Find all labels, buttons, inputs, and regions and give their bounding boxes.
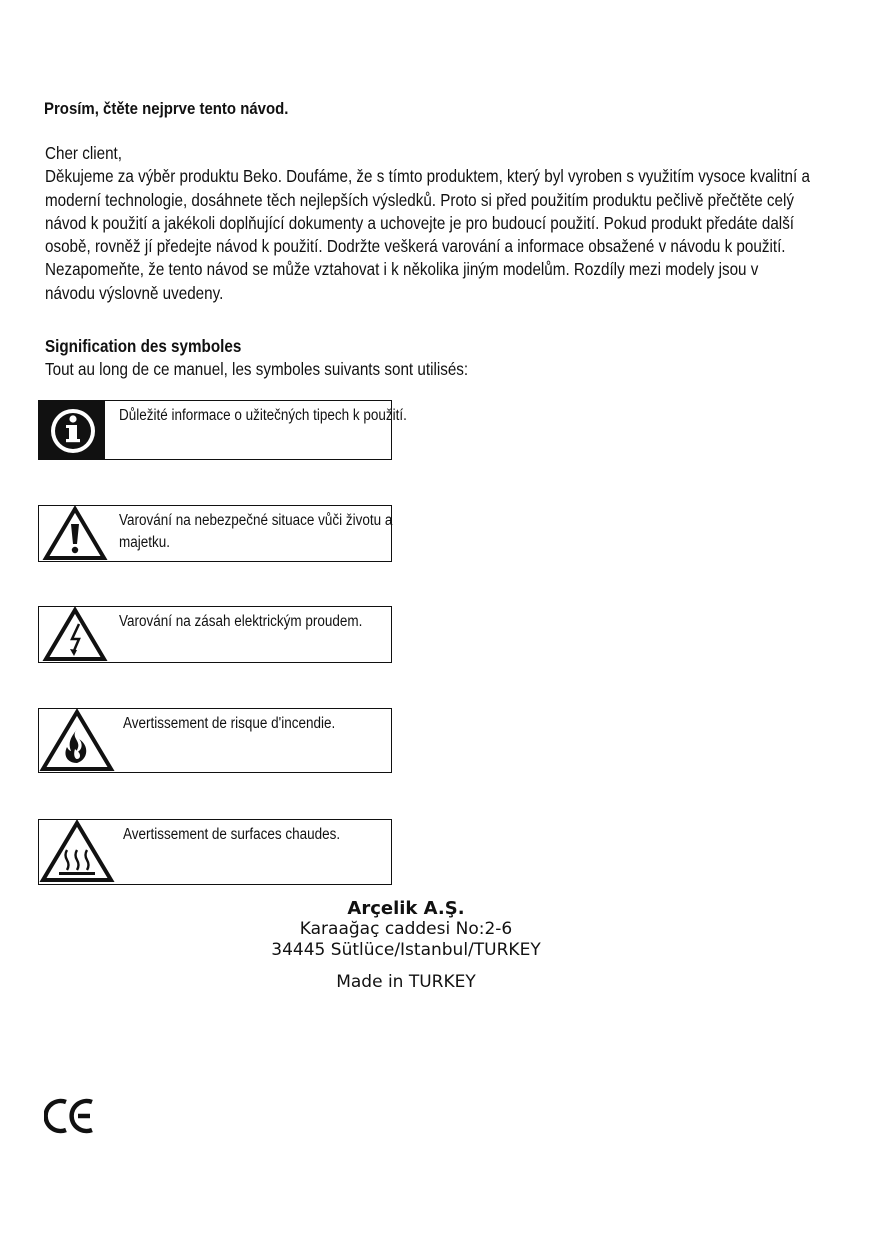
symbol-row-electric	[38, 606, 392, 663]
fire-icon	[39, 709, 115, 773]
symbols-section-title: Signification des symboles	[45, 336, 242, 356]
symbol-text-fire: Avertissement de risque d'incendie.	[123, 715, 336, 732]
symbol-text-electric: Varování na zásah elektrickým proudem.	[119, 613, 363, 630]
intro-text	[45, 142, 811, 305]
symbol-row-info	[38, 400, 407, 460]
electric-shock-icon	[39, 607, 111, 663]
address-street: Karaağaç caddesi No:2-6	[299, 919, 513, 939]
made-in-label: Made in TURKEY	[336, 972, 476, 992]
page-heading: Prosím, čtěte nejprve tento návod.	[44, 99, 289, 118]
symbol-row-fire	[38, 708, 392, 773]
company-name: Arçelik A.Ş.	[347, 898, 465, 919]
symbol-row-hot-surface	[38, 819, 392, 885]
hot-surface-icon	[39, 820, 115, 884]
symbols-section-intro: Tout au long de ce manuel, les symboles suivants sont utilisés:	[45, 359, 469, 379]
ce-mark-icon	[44, 1096, 98, 1136]
manufacturer-address	[236, 898, 576, 993]
info-icon	[39, 401, 105, 459]
symbol-text-warning: Varování na nebezpečné situace vůči životu a majetku.	[119, 512, 393, 551]
address-city: 34445 Sütlüce/Istanbul/TURKEY	[271, 940, 541, 960]
intro-paragraph-models: Nezapomeňte, že tento návod se může vztahovat i k několika jiným modelům. Rozdíly mezi modely jsou v návodu výslovně uvedeny.	[45, 259, 759, 303]
greeting: Cher client,	[45, 143, 123, 163]
intro-paragraph: Děkujeme za výběr produktu Beko. Doufáme, že s tímto produktem, který byl vyroben s využitím vysoce kvalitní a moderní technologie, dosáhnete těch nejlepších výsledků. Proto si před použitím produktu pečlivě přečtěte celý návod k použití a jakékoli doplňující dokumenty a uchovejte je pro budoucí použití. Pokud produkt předáte další osobě, rovněž jí předejte návod k použití. Dodržte veškerá varování a informace obsažené v návodu k použití.	[45, 166, 810, 257]
symbol-text-info: Důležité informace o užitečných tipech k použití.	[119, 407, 407, 424]
symbol-row-warning	[38, 505, 392, 562]
warning-exclamation-icon	[39, 506, 111, 562]
symbol-text-hot-surface: Avertissement de surfaces chaudes.	[123, 826, 341, 843]
